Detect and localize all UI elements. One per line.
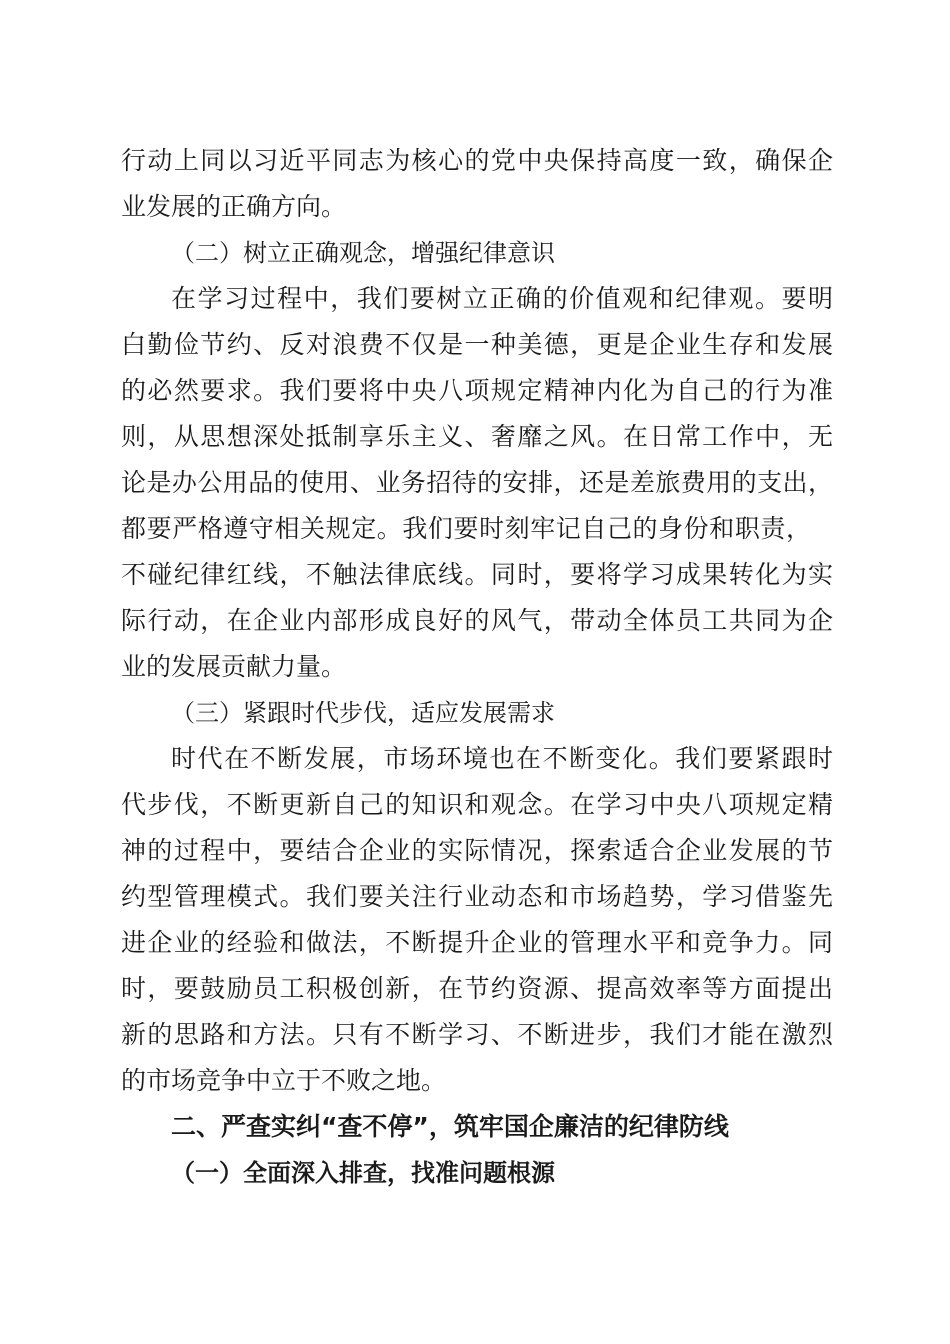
body-line-7: 则，从思想深处抵制享乐主义、奢靡之风。在日常工作中，无 bbox=[121, 422, 833, 451]
body-line-19: 时，要鼓励员工积极创新，在节约资源、提高效率等方面提出 bbox=[121, 974, 833, 1003]
body-line-15: 代步伐，不断更新自己的知识和观念。在学习中央八项规定精 bbox=[121, 790, 833, 819]
body-line-6: 的必然要求。我们要将中央八项规定精神内化为自己的行为准 bbox=[121, 376, 833, 405]
body-line-8: 论是办公用品的使用、业务招待的安排，还是差旅费用的支出， bbox=[121, 468, 833, 497]
body-line-5: 白勤俭节约、反对浪费不仅是一种美德，更是企业生存和发展 bbox=[121, 330, 833, 359]
section-heading-2-1: （一）全面深入排查，找准问题根源 bbox=[171, 1159, 555, 1187]
body-line-2: 业发展的正确方向。 bbox=[121, 192, 347, 221]
body-line-12: 业的发展贡献力量。 bbox=[121, 652, 347, 681]
chapter-heading-2: 二、严查实纠“查不停”，筑牢国企廉洁的纪律防线 bbox=[171, 1112, 729, 1141]
body-line-17: 约型管理模式。我们要关注行业动态和市场趋势，学习借鉴先 bbox=[121, 882, 833, 911]
body-line-14: 时代在不断发展，市场环境也在不断变化。我们要紧跟时 bbox=[171, 744, 833, 773]
body-line-9: 都要严格遵守相关规定。我们要时刻牢记自己的身份和职责， bbox=[121, 514, 811, 543]
body-line-10: 不碰纪律红线，不触法律底线。同时，要将学习成果转化为实 bbox=[121, 560, 833, 589]
body-line-18: 进企业的经验和做法，不断提升企业的管理水平和竞争力。同 bbox=[121, 928, 833, 957]
body-line-20: 新的思路和方法。只有不断学习、不断进步，我们才能在激烈 bbox=[121, 1020, 833, 1049]
body-line-16: 神的过程中，要结合企业的实际情况，探索适合企业发展的节 bbox=[121, 836, 833, 865]
section-heading-2: （二）树立正确观念，增强纪律意识 bbox=[171, 239, 555, 267]
section-heading-3: （三）紧跟时代步伐，适应发展需求 bbox=[171, 699, 555, 727]
body-line-21: 的市场竞争中立于不败之地。 bbox=[121, 1066, 447, 1095]
body-line-4: 在学习过程中，我们要树立正确的价值观和纪律观。要明 bbox=[171, 284, 833, 313]
body-line-11: 际行动，在企业内部形成良好的风气，带动全体员工共同为企 bbox=[121, 606, 833, 635]
body-line-1: 行动上同以习近平同志为核心的党中央保持高度一致，确保企 bbox=[121, 146, 833, 175]
